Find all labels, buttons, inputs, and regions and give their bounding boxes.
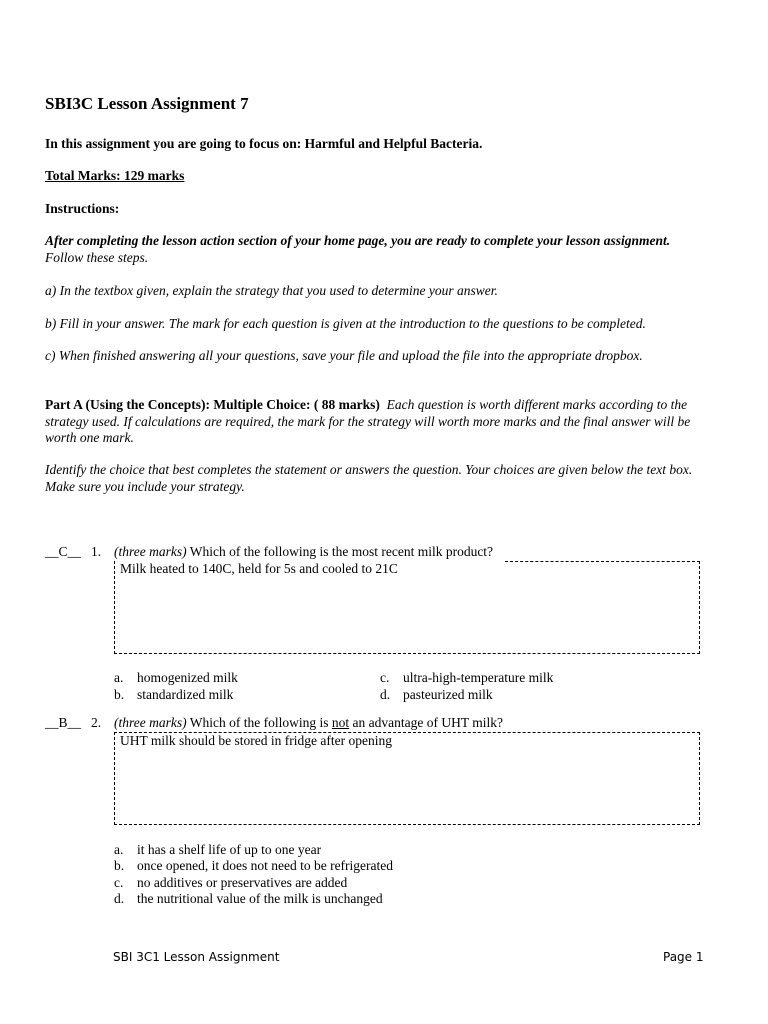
q2-option-d[interactable]: d. the nutritional value of the milk is unchanged (114, 891, 383, 906)
q1-answer-blank[interactable]: __C__ (45, 544, 82, 559)
q1-answer-textbox[interactable] (114, 561, 700, 654)
part-a-description: Each question is worth different marks according to the strategy used. If calculations are required, the mark for the strategy will worth more marks and the final answer will be worth one mark. (45, 397, 691, 445)
instructions-heading: Instructions: (45, 201, 120, 216)
q2-question-text-start: Which of the following is (189, 715, 332, 730)
q1-prompt (114, 544, 493, 560)
instructions-intro (45, 233, 715, 266)
q2-number: 2. (91, 715, 102, 730)
q1-option-b[interactable]: b. standardized milk (114, 687, 234, 702)
step-b: b) Fill in your answer. The mark for each question is given at the introduction to the questions to be completed. (45, 316, 646, 331)
q1-response-text: Milk heated to 140C, held for 5s and cooled to 21C (120, 561, 398, 576)
q1-option-a[interactable]: a. homogenized milk (114, 670, 238, 685)
q1-marks: (three marks) (114, 544, 187, 559)
focus-line: In this assignment you are going to focus on: Harmful and Helpful Bacteria. (45, 136, 483, 151)
q2-marks: (three marks) (114, 715, 187, 730)
intro-rest: Follow these steps. (45, 249, 149, 265)
q2-option-c[interactable]: c. no additives or preservatives are added (114, 875, 348, 890)
q2-option-b[interactable]: b. once opened, it does not need to be refrigerated (114, 858, 394, 873)
q1-option-c[interactable]: c. ultra-high-temperature milk (380, 670, 554, 685)
q2-question-text-not: not (331, 715, 350, 730)
q2-answer-textbox[interactable] (114, 732, 700, 825)
footer-page-number: Page 1 (663, 950, 704, 964)
q2-answer-blank[interactable]: __B__ (45, 715, 82, 730)
part-a-heading: Part A (Using the Concepts): Multiple Choice: ( 88 marks) (45, 397, 380, 412)
q1-question-text: Which of the following is the most recent milk product? (189, 544, 494, 559)
step-c: c) When finished answering all your questions, save your file and upload the file into the appropriate dropbox. (45, 348, 643, 363)
part-a-intro (45, 397, 715, 447)
footer-left: SBI 3C1 Lesson Assignment (113, 950, 280, 964)
q2-response-text: UHT milk should be stored in fridge after opening (120, 733, 392, 748)
q2-question-text-end: an advantage of UHT milk? (349, 715, 503, 730)
total-marks: Total Marks: 129 marks (45, 168, 185, 183)
part-a-identify: Identify the choice that best completes the statement or answers the question. Your choices are given below the text box. Make sure you include your strategy. (45, 462, 693, 494)
q2-prompt (114, 715, 503, 731)
q1-option-d[interactable]: d. pasteurized milk (380, 687, 493, 702)
q1-number: 1. (91, 544, 102, 559)
q2-option-a[interactable]: a. it has a shelf life of up to one year (114, 842, 322, 857)
q1-textbox-top-edge (505, 561, 700, 562)
intro-bold: After completing the lesson action section of your home page, you are ready to complete your lesson assignment. (45, 233, 671, 248)
page-title: SBI3C Lesson Assignment 7 (45, 94, 249, 113)
step-a: a) In the textbox given, explain the strategy that you used to determine your answer. (45, 283, 498, 298)
